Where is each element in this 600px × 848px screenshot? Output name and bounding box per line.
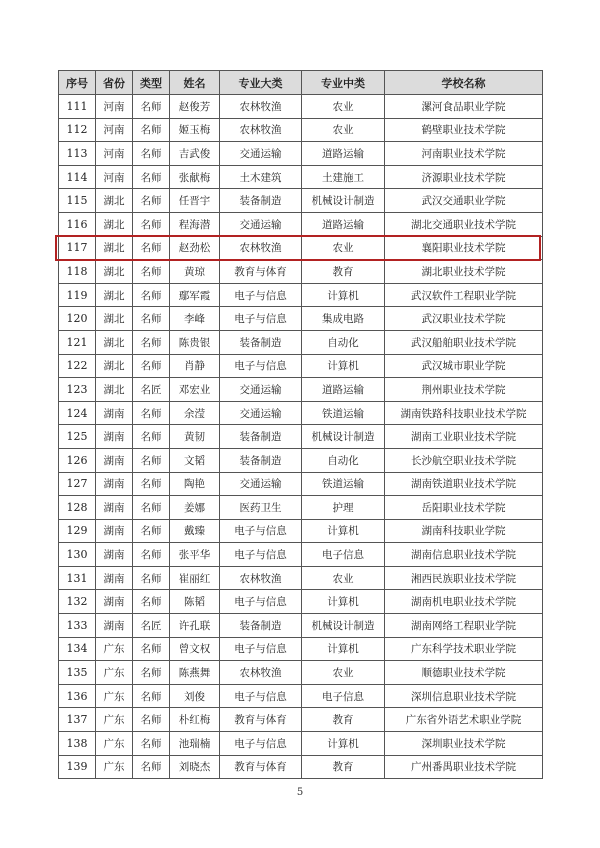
table-row — [59, 472, 543, 496]
table-cell: 名师 — [133, 354, 170, 378]
table-cell: 深圳信息职业技术学院 — [385, 684, 543, 708]
table-cell: 名师 — [133, 732, 170, 756]
table-row — [59, 165, 543, 189]
table-cell: 鄢军霞 — [170, 283, 220, 307]
table-cell: 武汉船舶职业技术学院 — [385, 330, 543, 354]
table-cell: 电子与信息 — [220, 543, 302, 567]
table-cell: 湖北 — [96, 354, 133, 378]
table-cell: 湖南 — [96, 543, 133, 567]
table-cell: 自动化 — [302, 330, 385, 354]
row-number-cell: 131 — [59, 566, 96, 590]
table-cell: 济源职业技术学院 — [385, 165, 543, 189]
row-number-cell: 120 — [59, 307, 96, 331]
row-number-cell: 111 — [59, 95, 96, 119]
table-cell: 湖北 — [96, 212, 133, 236]
table-cell: 广东 — [96, 637, 133, 661]
table-cell: 机械设计制造 — [302, 614, 385, 638]
table-cell: 名师 — [133, 118, 170, 142]
table-cell: 道路运输 — [302, 212, 385, 236]
header-cell: 序号 — [59, 71, 96, 95]
table-cell: 土木建筑 — [220, 165, 302, 189]
table-cell: 池瑞楠 — [170, 732, 220, 756]
table-cell: 广东省外语艺术职业学院 — [385, 708, 543, 732]
row-number-cell: 115 — [59, 189, 96, 213]
table-cell: 教育与体育 — [220, 260, 302, 284]
table-cell: 机械设计制造 — [302, 425, 385, 449]
table-cell: 黄韧 — [170, 425, 220, 449]
table-cell: 顺德职业技术学院 — [385, 661, 543, 685]
table-cell: 名师 — [133, 590, 170, 614]
table-row — [59, 401, 543, 425]
table-cell: 广州番禺职业技术学院 — [385, 755, 543, 779]
table-cell: 湖北 — [96, 236, 133, 260]
table-cell: 土建施工 — [302, 165, 385, 189]
table-cell: 湖北交通职业技术学院 — [385, 212, 543, 236]
table-cell: 文韬 — [170, 448, 220, 472]
header-cell: 专业中类 — [302, 71, 385, 95]
table-cell: 漯河食品职业学院 — [385, 95, 543, 119]
table-cell: 鹤壁职业技术学院 — [385, 118, 543, 142]
table-cell: 装备制造 — [220, 425, 302, 449]
table-cell: 湖南 — [96, 425, 133, 449]
table-cell: 名师 — [133, 684, 170, 708]
table-cell: 名师 — [133, 165, 170, 189]
table-cell: 装备制造 — [220, 614, 302, 638]
table-cell: 教育 — [302, 755, 385, 779]
table-cell: 装备制造 — [220, 330, 302, 354]
row-number-cell: 123 — [59, 378, 96, 402]
table-row — [59, 378, 543, 402]
table-cell: 农业 — [302, 661, 385, 685]
table-body — [59, 95, 543, 779]
table-row — [59, 212, 543, 236]
table-cell: 河南 — [96, 95, 133, 119]
table-cell: 广东 — [96, 732, 133, 756]
table-cell: 许孔联 — [170, 614, 220, 638]
table-cell: 湖南科技职业学院 — [385, 519, 543, 543]
header-cell: 省份 — [96, 71, 133, 95]
table-cell: 名师 — [133, 755, 170, 779]
table-cell: 计算机 — [302, 519, 385, 543]
table-cell: 湖南 — [96, 566, 133, 590]
table-row — [59, 283, 543, 307]
table-cell: 襄阳职业技术学院 — [385, 236, 543, 260]
table-cell: 交通运输 — [220, 378, 302, 402]
table-cell: 湖南机电职业技术学院 — [385, 590, 543, 614]
table-cell: 程海潜 — [170, 212, 220, 236]
table-cell: 湖南铁路科技职业技术学院 — [385, 401, 543, 425]
table-cell: 湖南 — [96, 448, 133, 472]
row-number-cell: 118 — [59, 260, 96, 284]
table-cell: 装备制造 — [220, 189, 302, 213]
table-cell: 湖南 — [96, 614, 133, 638]
table-cell: 武汉职业技术学院 — [385, 307, 543, 331]
table-cell: 农林牧渔 — [220, 661, 302, 685]
table-row — [59, 708, 543, 732]
table-wrapper — [58, 70, 542, 779]
table-cell: 道路运输 — [302, 378, 385, 402]
row-number-cell: 138 — [59, 732, 96, 756]
table-cell: 湖南 — [96, 401, 133, 425]
table-cell: 名师 — [133, 543, 170, 567]
teacher-list-table — [58, 70, 543, 779]
table-cell: 张献梅 — [170, 165, 220, 189]
table-cell: 名师 — [133, 95, 170, 119]
table-cell: 湖北 — [96, 283, 133, 307]
row-number-cell: 125 — [59, 425, 96, 449]
table-cell: 姬玉梅 — [170, 118, 220, 142]
table-cell: 赵劲松 — [170, 236, 220, 260]
table-cell: 电子与信息 — [220, 354, 302, 378]
table-cell: 电子与信息 — [220, 684, 302, 708]
table-cell: 戴臻 — [170, 519, 220, 543]
row-number-cell: 112 — [59, 118, 96, 142]
table-cell: 河南 — [96, 165, 133, 189]
row-number-cell: 124 — [59, 401, 96, 425]
table-row — [59, 95, 543, 119]
table-cell: 电子与信息 — [220, 590, 302, 614]
table-cell: 名师 — [133, 425, 170, 449]
table-cell: 湖北 — [96, 378, 133, 402]
table-cell: 铁道运输 — [302, 472, 385, 496]
table-cell: 肖静 — [170, 354, 220, 378]
table-cell: 电子与信息 — [220, 283, 302, 307]
table-cell: 教育 — [302, 260, 385, 284]
table-cell: 教育与体育 — [220, 755, 302, 779]
table-cell: 湖南 — [96, 519, 133, 543]
table-row — [59, 448, 543, 472]
table-cell: 农业 — [302, 236, 385, 260]
table-cell: 名师 — [133, 236, 170, 260]
table-cell: 计算机 — [302, 732, 385, 756]
table-cell: 电子与信息 — [220, 637, 302, 661]
table-cell: 名师 — [133, 401, 170, 425]
table-cell: 农林牧渔 — [220, 566, 302, 590]
table-header-row — [59, 71, 543, 95]
table-row — [59, 496, 543, 520]
table-cell: 刘俊 — [170, 684, 220, 708]
table-cell: 名师 — [133, 189, 170, 213]
table-row — [59, 590, 543, 614]
row-number-cell: 122 — [59, 354, 96, 378]
table-cell: 装备制造 — [220, 448, 302, 472]
header-cell: 类型 — [133, 71, 170, 95]
table-cell: 湖南 — [96, 472, 133, 496]
table-cell: 农林牧渔 — [220, 118, 302, 142]
table-cell: 陶艳 — [170, 472, 220, 496]
table-cell: 黄琼 — [170, 260, 220, 284]
table-cell: 名师 — [133, 283, 170, 307]
row-number-cell: 133 — [59, 614, 96, 638]
table-cell: 余滢 — [170, 401, 220, 425]
table-cell: 计算机 — [302, 354, 385, 378]
table-cell: 名师 — [133, 637, 170, 661]
table-cell: 电子与信息 — [220, 732, 302, 756]
table-cell: 医药卫生 — [220, 496, 302, 520]
row-number-cell: 130 — [59, 543, 96, 567]
table-cell: 交通运输 — [220, 472, 302, 496]
table-row — [59, 614, 543, 638]
table-cell: 道路运输 — [302, 142, 385, 166]
table-cell: 武汉交通职业学院 — [385, 189, 543, 213]
table-cell: 武汉软件工程职业学院 — [385, 283, 543, 307]
table-cell: 名师 — [133, 260, 170, 284]
table-cell: 名师 — [133, 496, 170, 520]
table-cell: 湖南 — [96, 496, 133, 520]
table-cell: 电子信息 — [302, 684, 385, 708]
table-cell: 广东科学技术职业学院 — [385, 637, 543, 661]
table-cell: 名师 — [133, 330, 170, 354]
table-cell: 河南职业技术学院 — [385, 142, 543, 166]
table-row — [59, 189, 543, 213]
table-cell: 集成电路 — [302, 307, 385, 331]
table-cell: 计算机 — [302, 283, 385, 307]
table-cell: 名师 — [133, 142, 170, 166]
table-row — [59, 118, 543, 142]
table-cell: 名师 — [133, 661, 170, 685]
table-cell: 湖南信息职业技术学院 — [385, 543, 543, 567]
table-cell: 自动化 — [302, 448, 385, 472]
row-number-cell: 127 — [59, 472, 96, 496]
row-number-cell: 126 — [59, 448, 96, 472]
row-number-cell: 129 — [59, 519, 96, 543]
table-cell: 岳阳职业技术学院 — [385, 496, 543, 520]
table-row — [59, 732, 543, 756]
table-row — [59, 260, 543, 284]
table-cell: 电子信息 — [302, 543, 385, 567]
table-cell: 朴红梅 — [170, 708, 220, 732]
table-cell: 湖南网络工程职业学院 — [385, 614, 543, 638]
table-cell: 湖北 — [96, 260, 133, 284]
table-cell: 交通运输 — [220, 142, 302, 166]
table-cell: 电子与信息 — [220, 307, 302, 331]
table-cell: 交通运输 — [220, 401, 302, 425]
table-cell: 广东 — [96, 755, 133, 779]
table-cell: 武汉城市职业学院 — [385, 354, 543, 378]
table-cell: 湖南工业职业技术学院 — [385, 425, 543, 449]
table-cell: 广东 — [96, 684, 133, 708]
table-cell: 陈贵银 — [170, 330, 220, 354]
header-cell: 学校名称 — [385, 71, 543, 95]
table-cell: 计算机 — [302, 590, 385, 614]
table-cell: 姜娜 — [170, 496, 220, 520]
row-number-cell: 137 — [59, 708, 96, 732]
table-cell: 农业 — [302, 118, 385, 142]
table-cell: 名师 — [133, 448, 170, 472]
table-cell: 湖北职业技术学院 — [385, 260, 543, 284]
table-cell: 李峰 — [170, 307, 220, 331]
table-cell: 刘晓杰 — [170, 755, 220, 779]
table-cell: 赵俊芳 — [170, 95, 220, 119]
row-number-cell: 113 — [59, 142, 96, 166]
row-number-cell: 119 — [59, 283, 96, 307]
table-cell: 电子与信息 — [220, 519, 302, 543]
table-cell: 名师 — [133, 307, 170, 331]
table-cell: 湘西民族职业技术学院 — [385, 566, 543, 590]
row-number-cell: 132 — [59, 590, 96, 614]
table-cell: 农林牧渔 — [220, 236, 302, 260]
table-cell: 陈燕舞 — [170, 661, 220, 685]
table-cell: 湖南 — [96, 590, 133, 614]
table-cell: 陈韬 — [170, 590, 220, 614]
table-cell: 铁道运输 — [302, 401, 385, 425]
table-cell: 名师 — [133, 212, 170, 236]
table-cell: 计算机 — [302, 637, 385, 661]
table-cell: 教育 — [302, 708, 385, 732]
table-cell: 名师 — [133, 566, 170, 590]
table-row — [59, 307, 543, 331]
row-number-cell: 121 — [59, 330, 96, 354]
table-row — [59, 236, 543, 260]
header-cell: 姓名 — [170, 71, 220, 95]
table-cell: 广东 — [96, 661, 133, 685]
table-row — [59, 566, 543, 590]
table-row — [59, 543, 543, 567]
page-number: 5 — [296, 787, 304, 798]
table-row — [59, 330, 543, 354]
table-row — [59, 142, 543, 166]
table-cell: 农业 — [302, 566, 385, 590]
row-number-cell: 114 — [59, 165, 96, 189]
table-cell: 张平华 — [170, 543, 220, 567]
table-row — [59, 755, 543, 779]
table-cell: 湖南铁道职业技术学院 — [385, 472, 543, 496]
table-cell: 湖北 — [96, 307, 133, 331]
row-number-cell: 134 — [59, 637, 96, 661]
header-cell: 专业大类 — [220, 71, 302, 95]
table-cell: 吉武俊 — [170, 142, 220, 166]
row-number-cell: 116 — [59, 212, 96, 236]
table-cell: 曾文权 — [170, 637, 220, 661]
row-number-cell: 136 — [59, 684, 96, 708]
table-cell: 任晋宇 — [170, 189, 220, 213]
table-cell: 深圳职业技术学院 — [385, 732, 543, 756]
table-row — [59, 637, 543, 661]
table-cell: 农林牧渔 — [220, 95, 302, 119]
row-number-cell: 139 — [59, 755, 96, 779]
table-cell: 农业 — [302, 95, 385, 119]
table-cell: 湖北 — [96, 189, 133, 213]
table-cell: 荆州职业技术学院 — [385, 378, 543, 402]
table-cell: 名匠 — [133, 614, 170, 638]
table-cell: 机械设计制造 — [302, 189, 385, 213]
table-row — [59, 684, 543, 708]
table-row — [59, 661, 543, 685]
table-cell: 河南 — [96, 118, 133, 142]
table-cell: 广东 — [96, 708, 133, 732]
table-cell: 湖北 — [96, 330, 133, 354]
table-row — [59, 354, 543, 378]
table-row — [59, 519, 543, 543]
table-cell: 河南 — [96, 142, 133, 166]
table-cell: 崔丽红 — [170, 566, 220, 590]
table-row — [59, 425, 543, 449]
table-cell: 名匠 — [133, 378, 170, 402]
table-cell: 护理 — [302, 496, 385, 520]
table-cell: 名师 — [133, 472, 170, 496]
table-cell: 邓宏业 — [170, 378, 220, 402]
table-cell: 交通运输 — [220, 212, 302, 236]
table-cell: 名师 — [133, 519, 170, 543]
row-number-cell: 117 — [59, 236, 96, 260]
row-number-cell: 135 — [59, 661, 96, 685]
table-cell: 长沙航空职业技术学院 — [385, 448, 543, 472]
row-number-cell: 128 — [59, 496, 96, 520]
table-cell: 名师 — [133, 708, 170, 732]
table-cell: 教育与体育 — [220, 708, 302, 732]
